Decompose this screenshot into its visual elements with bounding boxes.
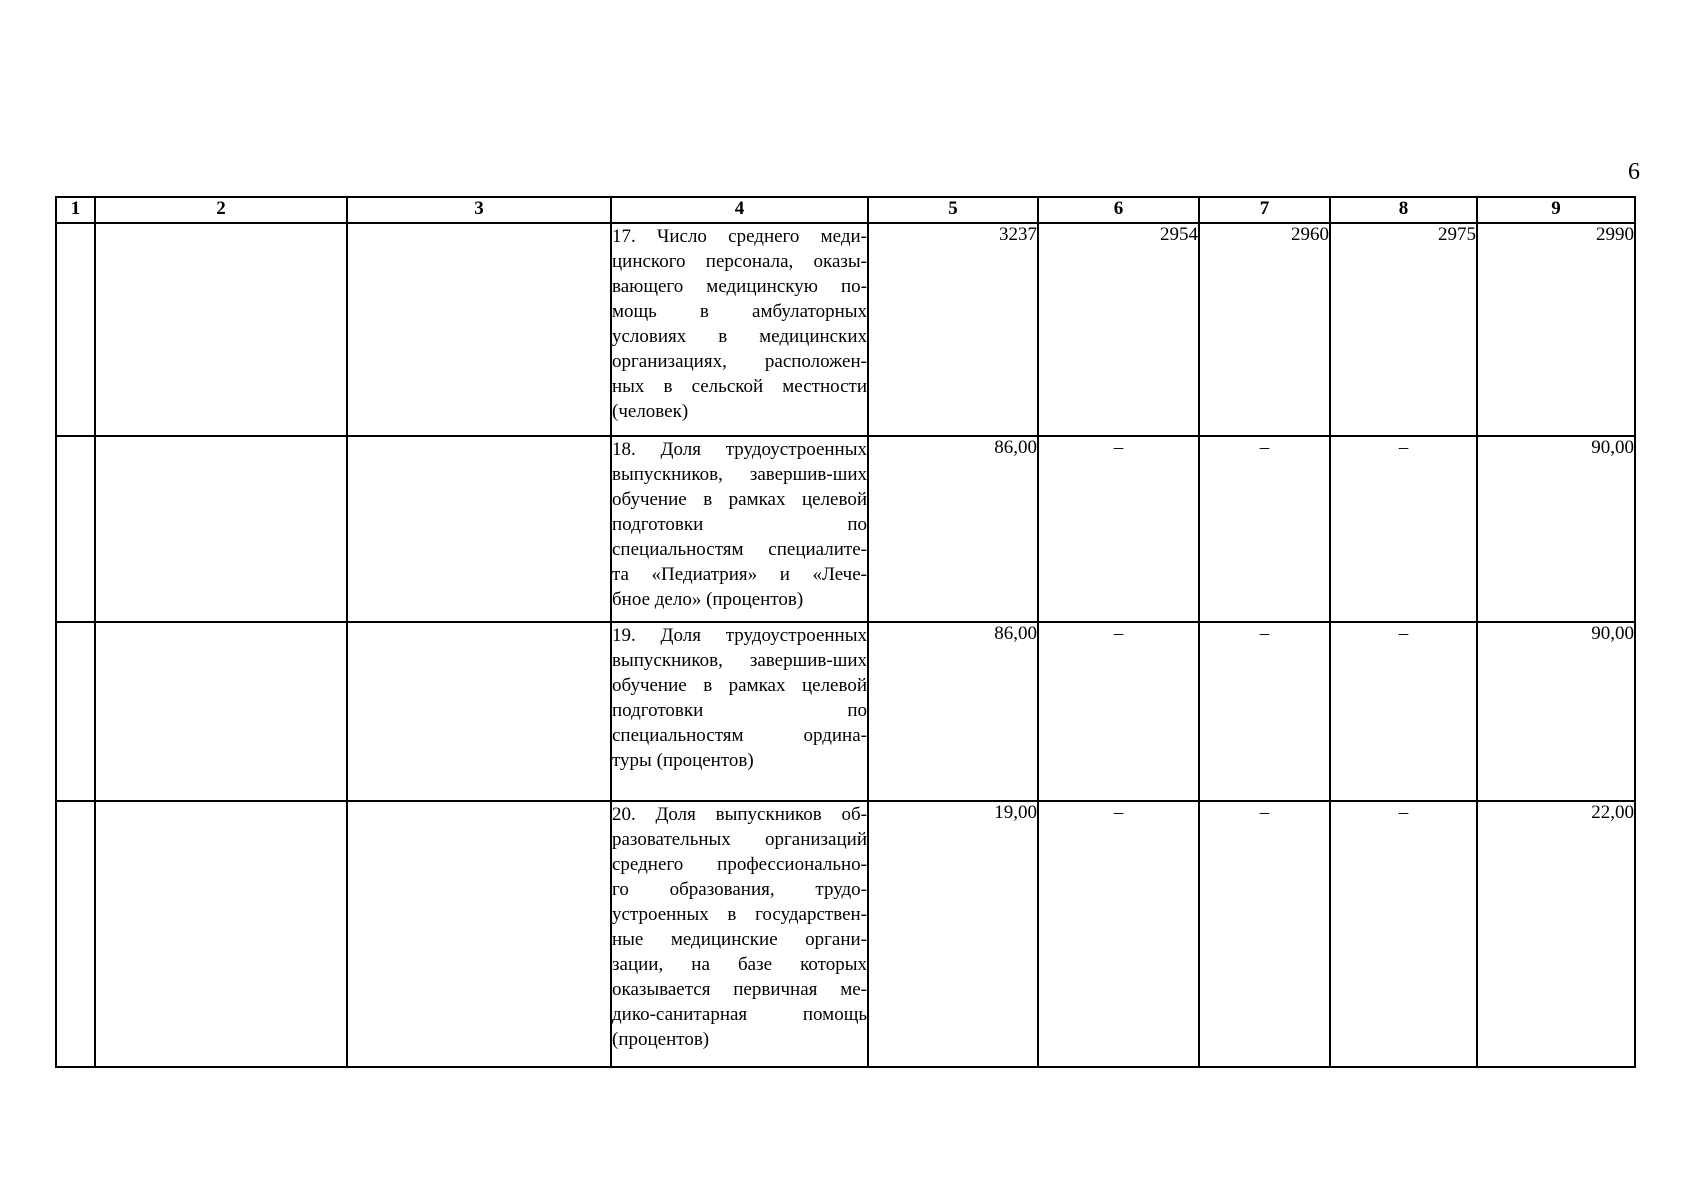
- description-line: выпускников, завершив-ших: [612, 464, 867, 485]
- description-line: 18. Доля трудоустроенных: [612, 439, 867, 460]
- description-line: подготовки по: [612, 514, 867, 535]
- value-col-6: –: [1038, 622, 1199, 801]
- description-line: вающего медицинскую по-: [612, 276, 867, 297]
- cell-empty: [347, 436, 611, 622]
- description-line: 19. Доля трудоустроенных: [612, 625, 867, 646]
- col-header-2: 2: [95, 197, 347, 223]
- description-line: устроенных в государствен-: [612, 904, 867, 925]
- value-col-9: 2990: [1477, 223, 1635, 436]
- description-line: ных в сельской местности: [612, 376, 867, 397]
- value-col-8: –: [1330, 622, 1477, 801]
- description-line: подготовки по: [612, 700, 867, 721]
- description-line: разовательных организаций: [612, 829, 867, 850]
- description-line: 17. Число среднего меди-: [612, 226, 867, 247]
- table-row: [56, 436, 1635, 622]
- col-header-4: 4: [611, 197, 868, 223]
- page-number: 6: [1628, 159, 1640, 185]
- cell-empty: [347, 622, 611, 801]
- col-header-5: 5: [868, 197, 1038, 223]
- description-line: (человек): [612, 401, 689, 422]
- value-col-5: 86,00: [868, 622, 1038, 801]
- value-col-9: 22,00: [1477, 801, 1635, 1067]
- value-col-5: 86,00: [868, 436, 1038, 622]
- cell-empty: [56, 223, 95, 436]
- cell-empty: [347, 801, 611, 1067]
- value-col-7: –: [1199, 622, 1330, 801]
- value-col-8: –: [1330, 801, 1477, 1067]
- value-col-7: –: [1199, 801, 1330, 1067]
- value-col-9: 90,00: [1477, 436, 1635, 622]
- value-col-5: 3237: [868, 223, 1038, 436]
- cell-empty: [56, 801, 95, 1067]
- table-row: [56, 801, 1635, 1067]
- indicator-description: [611, 436, 868, 622]
- col-header-1: 1: [56, 197, 95, 223]
- value-col-5: 19,00: [868, 801, 1038, 1067]
- description-line: оказывается первичная ме-: [612, 979, 867, 1000]
- description-line: (процентов): [612, 1029, 710, 1050]
- cell-empty: [347, 223, 611, 436]
- cell-empty: [95, 622, 347, 801]
- description-line: среднего профессионально-: [612, 854, 867, 875]
- description-line: зации, на базе которых: [612, 954, 867, 975]
- col-header-8: 8: [1330, 197, 1477, 223]
- cell-empty: [56, 622, 95, 801]
- description-line: обучение в рамках целевой: [612, 675, 867, 696]
- cell-empty: [95, 223, 347, 436]
- col-header-7: 7: [1199, 197, 1330, 223]
- header-row: [56, 197, 1635, 223]
- col-header-6: 6: [1038, 197, 1199, 223]
- description-line: бное дело» (процентов): [612, 589, 804, 610]
- indicator-description: [611, 622, 868, 801]
- indicator-description: [611, 223, 868, 436]
- description-line: специальностям ордина-: [612, 725, 867, 746]
- value-col-7: –: [1199, 436, 1330, 622]
- description-line: 20. Доля выпускников об-: [612, 804, 867, 825]
- value-col-7: 2960: [1199, 223, 1330, 436]
- cell-empty: [56, 436, 95, 622]
- cell-empty: [95, 801, 347, 1067]
- description-line: го образования, трудо-: [612, 879, 867, 900]
- value-col-8: –: [1330, 436, 1477, 622]
- description-line: условиях в медицинских: [612, 326, 867, 347]
- description-line: выпускников, завершив-ших: [612, 650, 867, 671]
- indicator-description: [611, 801, 868, 1067]
- table-row: [56, 622, 1635, 801]
- description-line: специальностям специалите-: [612, 539, 867, 560]
- cell-empty: [95, 436, 347, 622]
- description-line: та «Педиатрия» и «Лече-: [612, 564, 867, 585]
- value-col-6: 2954: [1038, 223, 1199, 436]
- value-col-9: 90,00: [1477, 622, 1635, 801]
- col-header-9: 9: [1477, 197, 1635, 223]
- description-line: дико-санитарная помощь: [612, 1004, 867, 1025]
- value-col-8: 2975: [1330, 223, 1477, 436]
- value-col-6: –: [1038, 801, 1199, 1067]
- indicators-table: [55, 196, 1636, 1068]
- description-line: туры (процентов): [612, 750, 754, 771]
- description-line: организациях, расположен-: [612, 351, 867, 372]
- description-line: обучение в рамках целевой: [612, 489, 867, 510]
- table-row: [56, 223, 1635, 436]
- value-col-6: –: [1038, 436, 1199, 622]
- col-header-3: 3: [347, 197, 611, 223]
- description-line: цинского персонала, оказы-: [612, 251, 867, 272]
- description-line: ные медицинские органи-: [612, 929, 867, 950]
- description-line: мощь в амбулаторных: [612, 301, 867, 322]
